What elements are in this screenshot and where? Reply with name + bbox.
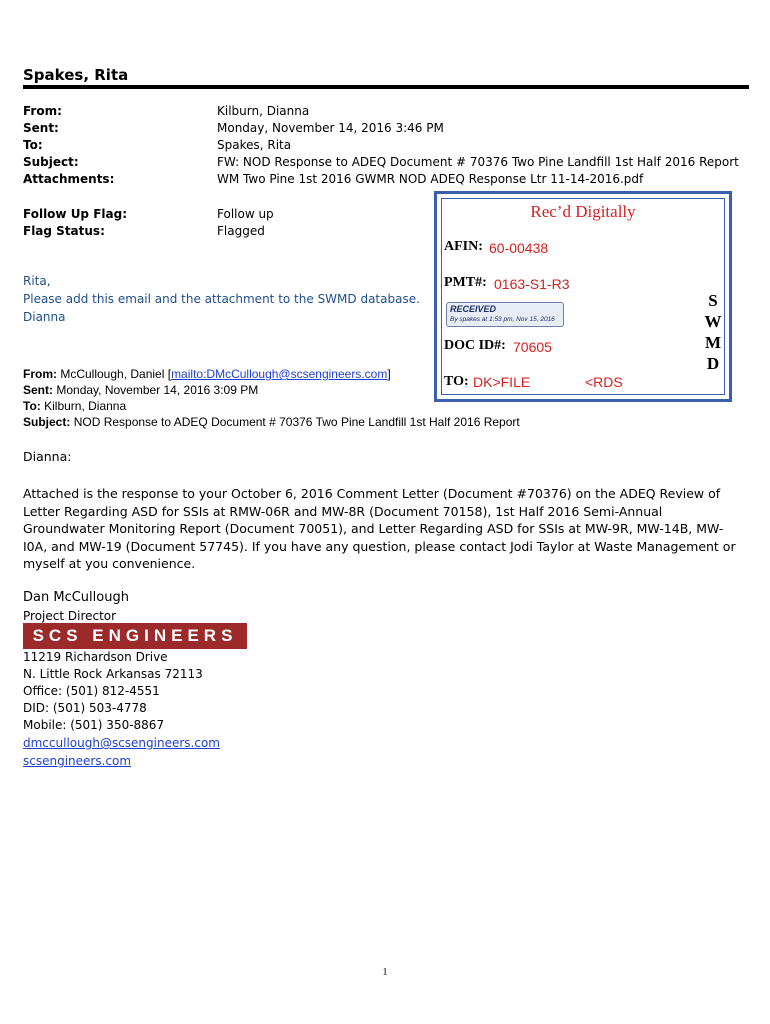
note-signoff: Dianna [23,310,66,324]
forwarded-from-end: ] [387,367,391,381]
swmd-letter-m: M [704,333,722,352]
forwarded-subject-value: NOD Response to ADEQ Document # 70376 Two Pine Landfill 1st Half 2016 Report [73,415,520,429]
stamp-pmt-value: 0163-S1-R3 [494,276,570,292]
forwarded-subject-label: Subject: [23,415,71,429]
signature-office-phone: Office: (501) 812-4551 [23,684,160,698]
body-greeting: Dianna: [23,449,72,464]
received-stamp [434,191,732,402]
subject-value: FW: NOD Response to ADEQ Document # 70376 Two Pine Landfill 1st Half 2016 Report [217,155,739,169]
stamp-docid-value: 70605 [513,339,552,355]
received-stamp-inner-border [441,198,725,395]
signature-did-phone: DID: (501) 503-4778 [23,701,147,715]
signature-address-line1: 11219 Richardson Drive [23,650,168,664]
stamp-title: Rec’d Digitally [530,202,636,221]
forwarded-subject [23,415,520,429]
stamp-afin-label: AFIN: [444,239,483,254]
signature-mobile-phone: Mobile: (501) 350-8867 [23,718,165,732]
to-label: To: [23,138,43,152]
stamp-pmt-label: PMT#: [444,275,487,290]
forwarded-from [23,367,391,381]
received-badge [446,302,564,327]
forwarded-from-label: From: [23,367,57,381]
from-value: Kilburn, Dianna [217,104,310,118]
flag-status-value: Flagged [217,224,265,238]
forwarded-from-value: McCullough, Daniel [ [60,367,172,381]
sent-value: Monday, November 14, 2016 3:46 PM [217,121,444,135]
subject-label: Subject: [23,155,79,169]
follow-up-flag-value: Follow up [217,207,274,221]
forwarded-to [23,399,126,413]
signature-title: Project Director [23,609,117,623]
note-request: Please add this email and the attachment to the SWMD database. [23,292,420,306]
swmd-letter-s: S [708,291,718,310]
sent-label: Sent: [23,121,59,135]
forwarded-sent-label: Sent: [23,383,53,397]
body-paragraph: Attached is the response to your October 6, 2016 Comment Letter (Document #70376) on the ADEQ Review of Letter Regarding ASD for SSIs at RMW-06R and MW-8R (Document 70158), 1st Half 2016 Semi-Annual Groundwater Monitoring Report (Document 70051), and Letter Regarding ASD for SSIs at MW-9R, MW-14B, MW-I0A, and MW-19 (Document 57745). If you have any question, please contact Jodi Taylor at Waste Management or myself at you convenience. [23,486,736,571]
stamp-docid-label: DOC ID#: [444,338,506,353]
flag-status-label: Flag Status: [23,224,105,238]
signature-name: Dan McCullough [23,590,129,605]
received-badge-detail: By spakes at 1:53 pm, Nov 15, 2016 [450,316,555,323]
stamp-to-file: DK>FILE [473,374,531,390]
follow-up-flag-label: Follow Up Flag: [23,207,127,221]
signature-email-link[interactable]: dmccullough@scsengineers.com [23,736,220,750]
forwarded-sent [23,383,258,397]
forwarded-sent-value: Monday, November 14, 2016 3:09 PM [56,383,259,397]
mailbox-owner: Spakes, Rita [23,66,129,84]
swmd-letter-w: W [704,312,722,331]
received-badge-title: RECEIVED [450,304,497,314]
stamp-to-label: TO: [444,374,469,389]
note-greeting: Rita, [23,274,51,288]
to-value: Spakes, Rita [217,138,292,152]
from-label: From: [23,104,62,118]
forwarded-from-mail-link[interactable]: mailto:DMcCullough@scsengineers.com [171,367,388,381]
signature-address-line2: N. Little Rock Arkansas 72113 [23,667,203,681]
stamp-to-rds: <RDS [585,374,623,390]
stamp-afin-value: 60-00438 [489,240,549,256]
swmd-letter-d: D [706,354,720,373]
page-number: 1 [382,967,388,978]
signature-website-link[interactable]: scsengineers.com [23,754,132,768]
scs-engineers-logo: SCS ENGINEERS [23,623,247,649]
header-rule [23,85,749,89]
forwarded-to-label: To: [23,399,41,413]
attachment-link[interactable]: WM Two Pine 1st 2016 GWMR NOD ADEQ Response Ltr 11-14-2016.pdf [217,172,644,186]
attachments-label: Attachments: [23,172,115,186]
forwarded-to-value: Kilburn, Dianna [44,399,127,413]
